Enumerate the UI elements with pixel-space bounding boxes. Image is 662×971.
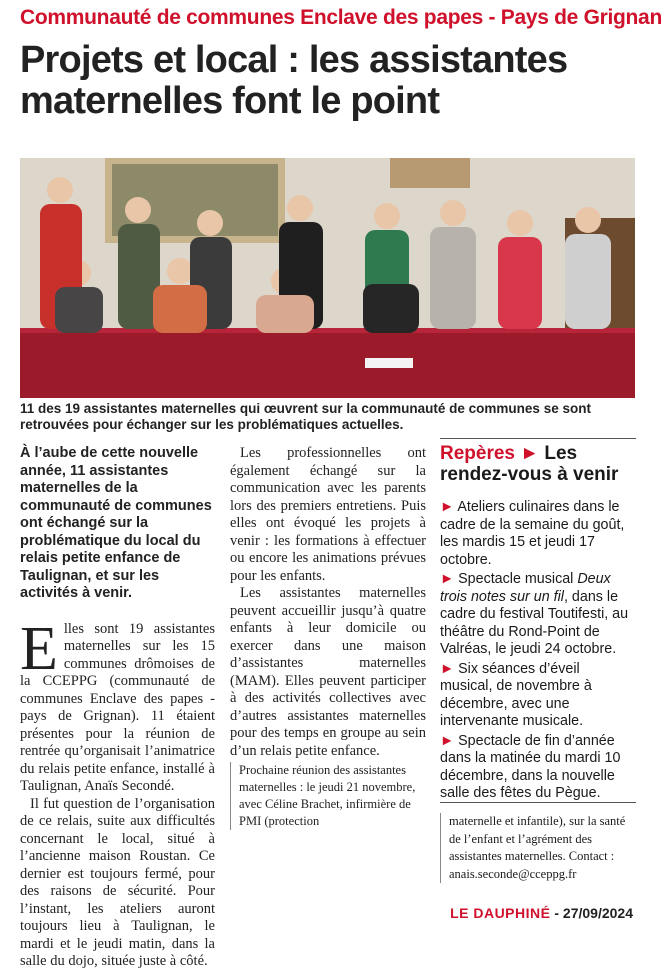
article-column-1: [20, 445, 215, 969]
kicker: Communauté de communes Enclave des papes - Pays de Grignan: [20, 6, 662, 29]
article-column-2: [230, 445, 426, 830]
triangle-right-icon: ►: [440, 660, 459, 677]
group-photo: [20, 158, 635, 398]
triangle-right-icon: ►: [440, 732, 459, 749]
article-paragraph-1: [20, 614, 215, 796]
triangle-right-icon: ►: [440, 571, 459, 587]
meeting-note-continued: [440, 802, 636, 883]
triangle-right-icon: ►: [440, 499, 458, 515]
triangle-right-icon: ►: [520, 443, 540, 464]
reperes-box: [440, 438, 636, 805]
reperes-item: ► Six séances d’éveil musical, de novembre à décembre, avec une intervenante musicale.: [440, 660, 592, 729]
publication-date: 27/09/2024: [562, 905, 633, 921]
reperes-item: ► Spectacle musical Deux trois notes sur un fil, dans le cadre du festival Toutifesti, au théâtre du Rond-Point de Valréas, le jeudi 24 octobre.: [440, 571, 629, 657]
reperes-item: ► Ateliers culinaires dans le cadre de la semaine du goût, les mardis 15 et jeudi 17 octobre.: [440, 499, 625, 568]
meeting-note-end: maternelle et infantile), sur la santé de l’enfant et l’agrément des assistantes maternelles. Contact : anais.seconde@cceppg.fr: [440, 813, 636, 883]
photo-illustration: [20, 158, 635, 398]
reperes-title: [440, 443, 636, 485]
footer-separator: -: [554, 905, 563, 921]
photo-caption: 11 des 19 assistantes maternelles qui œuvrent sur la communauté de communes se sont retrouvées pour échanger sur les problématiques actuelles.: [20, 401, 591, 432]
reperes-heading: Les rendez-vous à venir: [440, 443, 619, 485]
reperes-label: Repères: [440, 443, 515, 464]
paragraph-1-text: lles sont 19 assistantes maternelles sur les 15 communes drômoises de la CCEPPG (communauté de communes Enclave des papes - pays de Grignan). 11 étaient présentes pour la réunion de rentrée qu’organisait l’animatrice du relais petite enfance, installé à Taulignan, Anaïs Secondé.: [20, 620, 215, 794]
article-lead: À l’aube de cette nouvelle année, 11 assistantes maternelles de la communauté de communes ont échangé sur la problématique du local du relais petite enfance de Taulignan, et sur les activités à venir.: [20, 445, 212, 601]
article-paragraph-3: Les professionnelles ont également échangé sur la communication avec les parents lors des premiers entretiens. Puis elles ont évoqué les projets à venir : les formations à effectuer ou encore les animations prévues pour les enfants.: [230, 445, 426, 584]
source-footer: [450, 905, 633, 921]
article-paragraph-4: Les assistantes maternelles peuvent accueillir jusqu’à quatre enfants à leur domicile ou exercer dans une maison d’assistantes maternelles (MAM). Elles peuvent participer à des activités collectives avec d’autres assistantes maternelles pour des temps en groupe au sein d’un relais petite enfance.: [230, 585, 426, 759]
reperes-item: ► Spectacle de fin d’année dans la matinée du mardi 10 décembre, dans la nouvelle salle des fêtes du Pègue.: [440, 732, 621, 801]
drop-cap: E: [20, 614, 58, 683]
meeting-note: Prochaine réunion des assistantes maternelles : le jeudi 21 novembre, avec Céline Brachet, infirmière de PMI (protection: [230, 762, 426, 830]
headline: Projets et local : les assistantes maternelles font le point: [20, 39, 568, 122]
article-paragraph-2: Il fut question de l’organisation de ce relais, suite aux difficultés concernant le local, situé à l’ancienne maison Roustan. Ce dernier est toujours fermé, pour des raisons de sécurité. Pour l’instant, les ateliers auront toujours lieu à Taulignan, le mardi et le jeudi matin, dans la salle du dojo, située juste à côté.: [20, 795, 215, 969]
newspaper-name: LE DAUPHINÉ: [450, 905, 551, 921]
